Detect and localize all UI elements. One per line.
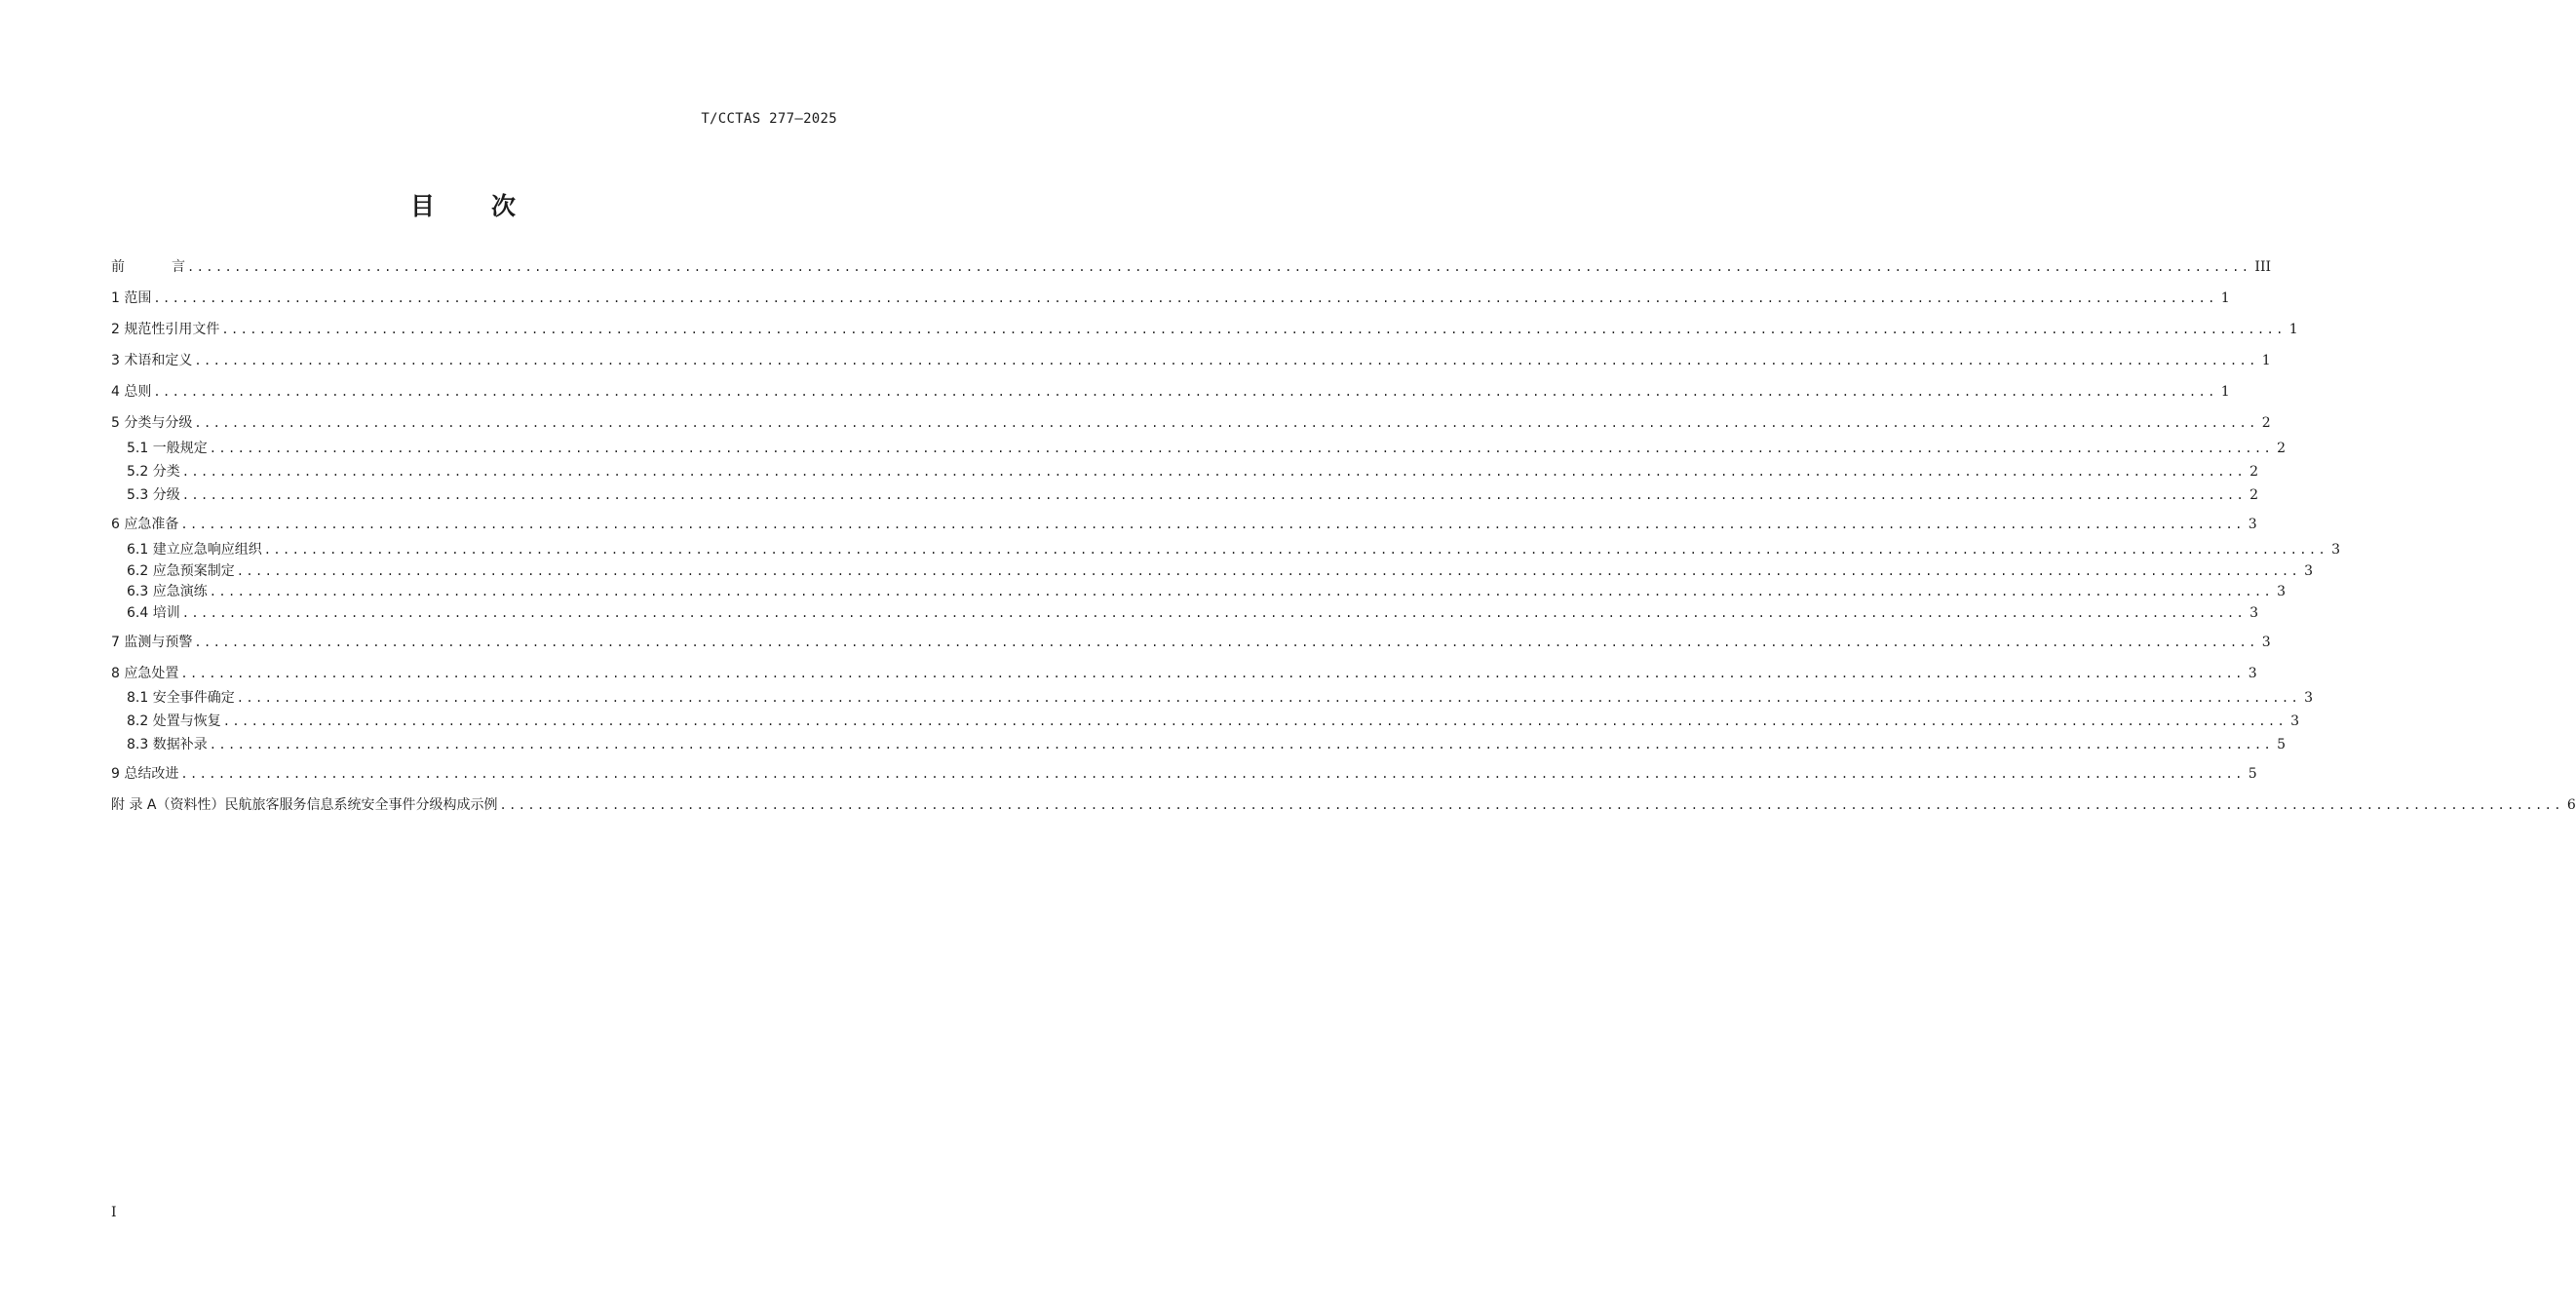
toc-entry-label: 1 范围 [111, 290, 152, 306]
dot-leader: ............................................................................................................................................................................................................................ [236, 691, 2301, 705]
toc-entry-label: 6.1 建立应急响应组织 [127, 542, 262, 558]
table-of-contents [111, 0, 2576, 1311]
toc-page-number: 1 [2288, 322, 2298, 337]
toc-entry-8-3[interactable] [127, 733, 2287, 754]
toc-entry-label: 6.3 应急演练 [127, 584, 208, 599]
toc-entry-label: 6 应急准备 [111, 517, 179, 532]
dot-leader: ............................................................................................................................................................................................................................ [209, 442, 2274, 455]
dot-leader: ............................................................................................................................................................................................................................ [180, 667, 2245, 680]
toc-page-number: 6 [2566, 797, 2576, 813]
toc-page-number: 3 [2277, 584, 2287, 599]
dot-leader: ............................................................................................................................................................................................................................ [180, 767, 2245, 781]
toc-entry-8[interactable] [111, 662, 2257, 683]
toc-entry-label: 2 规范性引用文件 [111, 322, 220, 337]
toc-entry-appendix-a[interactable] [111, 793, 2576, 815]
toc-entry-label: 4 总则 [111, 384, 152, 400]
toc-entry-label: 5.2 分类 [127, 464, 180, 480]
toc-page-number: 1 [2220, 290, 2230, 306]
toc-entry-label: 附 录 A（资料性）民航旅客服务信息系统安全事件分级构成示例 [111, 797, 498, 813]
toc-page-number: 3 [2248, 666, 2257, 681]
dot-leader: ............................................................................................................................................................................................................................ [499, 798, 2563, 812]
toc-entry-label: 5.1 一般规定 [127, 441, 208, 456]
toc-page-number: 1 [2220, 384, 2230, 400]
toc-page-number: 2 [2249, 487, 2259, 503]
toc-page-number: 3 [2331, 542, 2341, 558]
toc-page-number: III [2254, 259, 2272, 275]
toc-entry-label: 8.1 安全事件确定 [127, 690, 235, 706]
toc-entry-3[interactable] [111, 349, 2271, 370]
toc-page-number: 3 [2304, 690, 2314, 706]
dot-leader: ............................................................................................................................................................................................................................ [194, 636, 2258, 649]
dot-leader: ............................................................................................................................................................................................................................ [181, 488, 2247, 502]
document-code: T/CCTAS 277—2025 [701, 111, 837, 127]
page-number: I [111, 1205, 117, 1220]
toc-entry-4[interactable] [111, 380, 2230, 402]
toc-page-number: 3 [2249, 605, 2259, 621]
toc-entry-6-1[interactable] [127, 538, 2341, 559]
toc-entry-label: 前 言 [111, 259, 185, 275]
toc-entry-8-1[interactable] [127, 686, 2314, 708]
dot-leader: ............................................................................................................................................................................................................................ [153, 291, 2217, 305]
dot-leader: ............................................................................................................................................................................................................................ [221, 323, 2286, 336]
page-title: 目次 [409, 192, 572, 220]
dot-leader: ............................................................................................................................................................................................................................ [187, 260, 2251, 274]
toc-page-number: 1 [2261, 353, 2271, 368]
toc-entry-1[interactable] [111, 287, 2230, 308]
toc-entry-label: 7 监测与预警 [111, 635, 193, 650]
toc-entry-foreword[interactable] [111, 255, 2272, 277]
toc-entry-label: 5 分类与分级 [111, 415, 193, 431]
toc-entry-label: 5.3 分级 [127, 487, 180, 503]
toc-entry-label: 3 术语和定义 [111, 353, 193, 368]
toc-entry-label: 8.3 数据补录 [127, 737, 208, 752]
toc-entry-label: 6.2 应急预案制定 [127, 563, 235, 579]
toc-entry-label: 9 总结改进 [111, 766, 179, 782]
toc-page-number: 2 [2261, 415, 2271, 431]
toc-page-number: 2 [2277, 441, 2287, 456]
toc-page-number: 2 [2249, 464, 2259, 480]
toc-entry-6[interactable] [111, 513, 2257, 534]
dot-leader: ............................................................................................................................................................................................................................ [209, 585, 2274, 598]
dot-leader: ............................................................................................................................................................................................................................ [180, 518, 2245, 531]
toc-page-number: 5 [2248, 766, 2257, 782]
dot-leader: ............................................................................................................................................................................................................................ [263, 543, 2328, 557]
toc-entry-5-1[interactable] [127, 437, 2287, 458]
toc-entry-8-2[interactable] [127, 710, 2300, 731]
dot-leader: ............................................................................................................................................................................................................................ [209, 738, 2274, 752]
toc-entry-5[interactable] [111, 411, 2271, 433]
dot-leader: ............................................................................................................................................................................................................................ [194, 416, 2258, 430]
toc-entry-2[interactable] [111, 318, 2298, 339]
toc-entry-7[interactable] [111, 631, 2271, 652]
toc-entry-6-3[interactable] [127, 580, 2287, 601]
dot-leader: ............................................................................................................................................................................................................................ [153, 385, 2217, 399]
toc-page-number: 3 [2304, 563, 2314, 579]
dot-leader: ............................................................................................................................................................................................................................ [194, 354, 2258, 367]
toc-entry-label: 8 应急处置 [111, 666, 179, 681]
toc-entry-label: 8.2 处置与恢复 [127, 713, 221, 729]
toc-page-number: 3 [2248, 517, 2257, 532]
toc-entry-6-2[interactable] [127, 559, 2314, 581]
dot-leader: ............................................................................................................................................................................................................................ [236, 564, 2301, 578]
toc-page-number: 3 [2261, 635, 2271, 650]
toc-entry-5-2[interactable] [127, 460, 2259, 482]
dot-leader: ............................................................................................................................................................................................................................ [181, 606, 2247, 620]
toc-entry-6-4[interactable] [127, 601, 2259, 623]
toc-page-number: 3 [2290, 713, 2300, 729]
toc-entry-label: 6.4 培训 [127, 605, 180, 621]
toc-page-number: 5 [2277, 737, 2287, 752]
toc-entry-9[interactable] [111, 762, 2257, 784]
dot-leader: ............................................................................................................................................................................................................................ [222, 714, 2288, 728]
toc-entry-5-3[interactable] [127, 483, 2259, 505]
dot-leader: ............................................................................................................................................................................................................................ [181, 465, 2247, 479]
